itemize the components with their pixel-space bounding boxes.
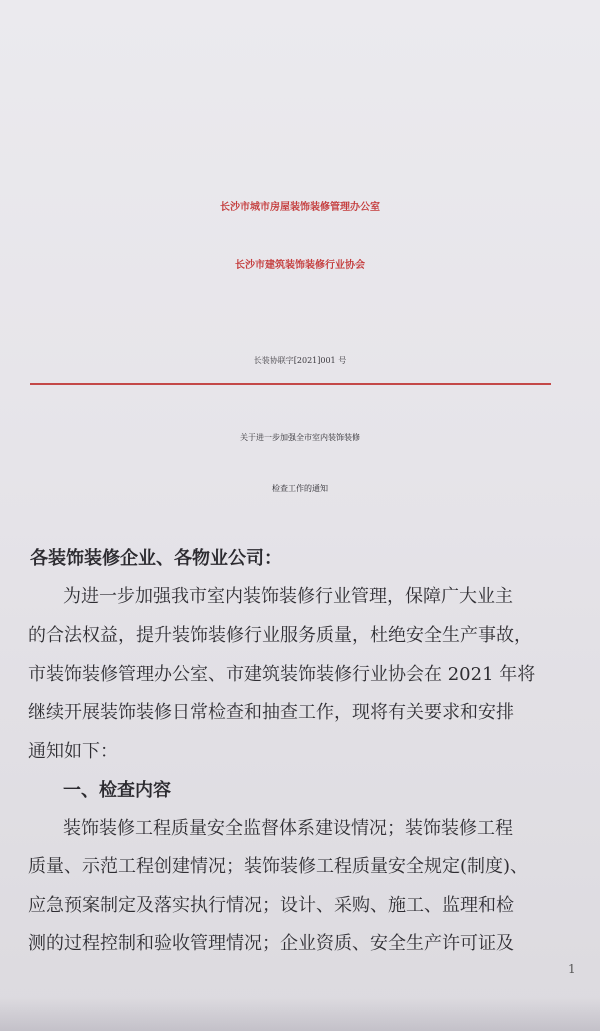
paragraph-line: 通知如下： (28, 741, 118, 762)
red-divider-rule (30, 383, 551, 385)
addressee: 各装饰装修企业、各物业公司： (30, 548, 282, 569)
notice-title-line-1: 关于进一步加强全市室内装饰装修 (240, 433, 360, 442)
section-heading: 一、检查内容 (63, 780, 171, 801)
paragraph-line: 质量、示范工程创建情况；装饰装修工程质量安全规定(制度)、 (28, 856, 529, 877)
document-number: 长装协联字[2021]001 号 (253, 356, 347, 365)
page-number: 1 (568, 962, 576, 976)
notice-title-line-2: 检查工作的通知 (272, 484, 328, 493)
paragraph-line: 装饰装修工程质量安全监督体系建设情况；装饰装修工程 (63, 818, 513, 839)
paragraph-line: 应急预案制定及落实执行情况；设计、采购、施工、监理和检 (28, 895, 514, 916)
paragraph-line: 市装饰装修管理办公室、市建筑装饰装修行业协会在 2021 年将 (28, 664, 536, 685)
paragraph-line: 的合法权益，提升装饰装修行业服务质量，杜绝安全生产事故， (28, 625, 532, 646)
page-bottom-shadow (0, 997, 600, 1031)
paragraph-line: 测的过程控制和验收管理情况；企业资质、安全生产许可证及 (28, 933, 514, 954)
issuing-office-title: 长沙市城市房屋装饰装修管理办公室 (220, 202, 380, 213)
paragraph-line: 继续开展装饰装修日常检查和抽查工作，现将有关要求和安排 (28, 702, 514, 723)
issuing-association-title: 长沙市建筑装饰装修行业协会 (235, 260, 365, 271)
paragraph-line: 为进一步加强我市室内装饰装修行业管理，保障广大业主 (63, 586, 513, 607)
